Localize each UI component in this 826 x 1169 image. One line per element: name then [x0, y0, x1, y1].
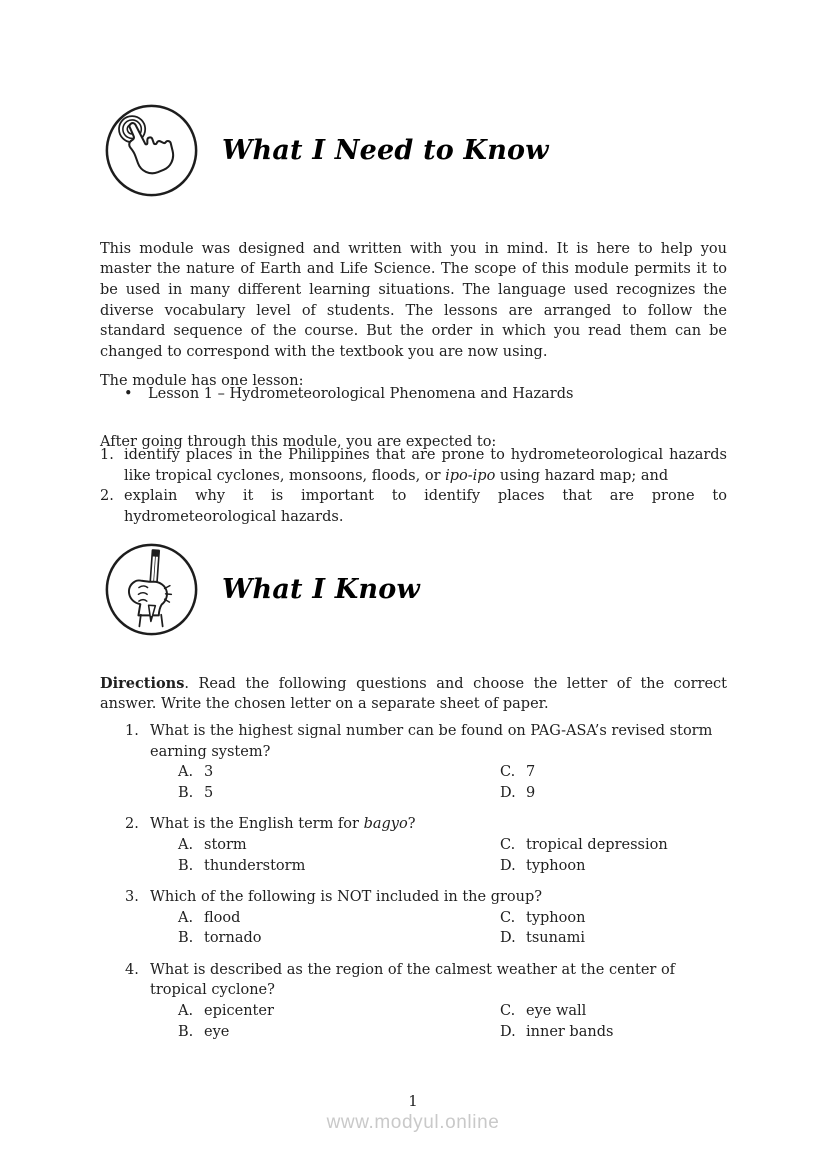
page-number: 1: [408, 1092, 418, 1110]
options-grid: [178, 835, 727, 876]
option-c: [500, 908, 727, 929]
option-c-text: 7: [526, 764, 536, 781]
watermark-text: www.modyul.online: [326, 1112, 500, 1133]
option-d-text: typhoon: [526, 857, 586, 874]
question-text: [150, 814, 727, 835]
option-c: [500, 762, 727, 783]
option-c-label: C.: [500, 1002, 516, 1019]
option-d-label: D.: [500, 1023, 516, 1040]
option-b: [178, 783, 500, 804]
option-a: [178, 762, 500, 783]
option-a-label: A.: [178, 909, 194, 926]
section-title-need-to-know: What I Need to Know: [222, 135, 549, 166]
option-b-label: B.: [178, 785, 194, 802]
lesson-item-text: Lesson 1 – Hydrometeorological Phenomena and Hazards: [148, 386, 574, 402]
question-text: [150, 887, 727, 908]
option-d: [500, 1022, 727, 1043]
objective-text-pre: explain why it is important to identify places that are prone to hydrometeorological hazards.: [124, 488, 727, 526]
question-text-post: ?: [407, 816, 416, 833]
lesson-list-item: [124, 384, 727, 405]
directions-text: . Read the following questions and choose the letter of the correct answer. Write the chosen letter on a separate sheet of paper.: [100, 675, 727, 713]
option-c-text: typhoon: [526, 909, 586, 926]
question-number: 3.: [125, 888, 139, 905]
intro-paragraph: This module was designed and written with you in mind. It is here to help you master the nature of Earth and Life Science. The scope of this module permits it to be used in many different learning situations. The language used recognizes the diverse vocabulary level of students. The lessons are arranged to follow the standard sequence of the course. But the order in which you read them can be changed to correspond with the textbook you are now using.: [100, 240, 727, 361]
question-body: [150, 721, 727, 804]
option-c-label: C.: [500, 764, 516, 781]
question-3: [100, 887, 727, 949]
question-number: 4.: [125, 961, 139, 978]
option-c-text: tropical depression: [526, 837, 668, 854]
lesson-intro-line: The module has one lesson:: [100, 372, 304, 389]
objective-text-pre: identify places in the Philippines that are prone to hydrometeorological hazards like tropical cyclones, monsoons, floods, or: [124, 447, 727, 484]
option-a: [178, 1001, 500, 1022]
option-a-label: A.: [178, 837, 194, 854]
option-d-label: D.: [500, 785, 516, 802]
question-1: [100, 721, 727, 804]
question-4: [100, 960, 727, 1043]
option-b-text: 5: [204, 785, 214, 802]
option-b-label: B.: [178, 1023, 194, 1040]
question-body: [150, 887, 727, 949]
option-c-label: C.: [500, 909, 516, 926]
directions-paragraph: [100, 674, 727, 715]
option-a-label: A.: [178, 764, 194, 781]
objective-item: [100, 445, 727, 486]
objectives-intro-line: After going through this module, you are expected to:: [100, 433, 497, 450]
objective-text-italic: ipo-ipo: [445, 467, 496, 484]
option-d-label: D.: [500, 930, 516, 947]
option-b-text: tornado: [204, 930, 262, 947]
option-b-text: eye: [204, 1023, 230, 1040]
question-2: [100, 814, 727, 876]
objective-number: 1.: [100, 447, 114, 463]
option-b-label: B.: [178, 930, 194, 947]
option-d: [500, 928, 727, 949]
option-a-text: 3: [204, 764, 214, 781]
option-a-label: A.: [178, 1002, 194, 1019]
option-d: [500, 783, 727, 804]
option-a: [178, 908, 500, 929]
question-number: 1.: [125, 723, 139, 739]
option-b: [178, 856, 500, 877]
objectives-list: [100, 445, 727, 528]
option-c: [500, 835, 727, 856]
hand-pencil-icon: [103, 541, 200, 638]
question-text: [150, 721, 727, 762]
section-header-need-to-know: [103, 102, 549, 199]
bullet-icon: •: [124, 386, 133, 402]
option-d: [500, 856, 727, 877]
question-text-pre: What is the highest signal number can be found on PAG-ASA’s revised storm earning system?: [150, 723, 713, 760]
option-d-text: 9: [526, 785, 536, 802]
option-a: [178, 835, 500, 856]
options-grid: [178, 1001, 727, 1042]
section-header-what-i-know: [103, 541, 420, 638]
option-c: [500, 1001, 727, 1022]
touch-click-icon: [103, 102, 200, 199]
options-grid: [178, 762, 727, 803]
question-list: [100, 721, 727, 1053]
question-number: 2.: [125, 816, 139, 833]
objective-text: [124, 486, 727, 527]
option-a-text: storm: [204, 837, 247, 854]
option-d-text: inner bands: [526, 1023, 614, 1040]
question-text-pre: Which of the following is NOT included in the group?: [150, 888, 543, 905]
question-text-pre: What is described as the region of the calmest weather at the center of tropical cyclone?: [150, 961, 676, 999]
objective-item: [100, 486, 727, 527]
option-c-label: C.: [500, 837, 516, 854]
section-title-what-i-know: What I Know: [222, 574, 420, 605]
option-a-text: flood: [204, 909, 241, 926]
objective-text: [124, 445, 727, 486]
options-grid: [178, 908, 727, 949]
option-b: [178, 928, 500, 949]
option-b-label: B.: [178, 857, 194, 874]
option-b: [178, 1022, 500, 1043]
question-body: [150, 814, 727, 876]
question-text-italic: bagyo: [363, 816, 408, 833]
objective-number: 2.: [100, 488, 114, 505]
question-text: [150, 960, 727, 1001]
option-c-text: eye wall: [526, 1002, 587, 1019]
question-text-pre: What is the English term for: [150, 816, 364, 833]
question-body: [150, 960, 727, 1043]
option-b-text: thunderstorm: [204, 857, 306, 874]
option-d-label: D.: [500, 857, 516, 874]
option-a-text: epicenter: [204, 1002, 274, 1019]
option-d-text: tsunami: [526, 930, 585, 947]
directions-label: Directions: [100, 674, 185, 692]
objective-text-post: using hazard map; and: [495, 467, 669, 484]
